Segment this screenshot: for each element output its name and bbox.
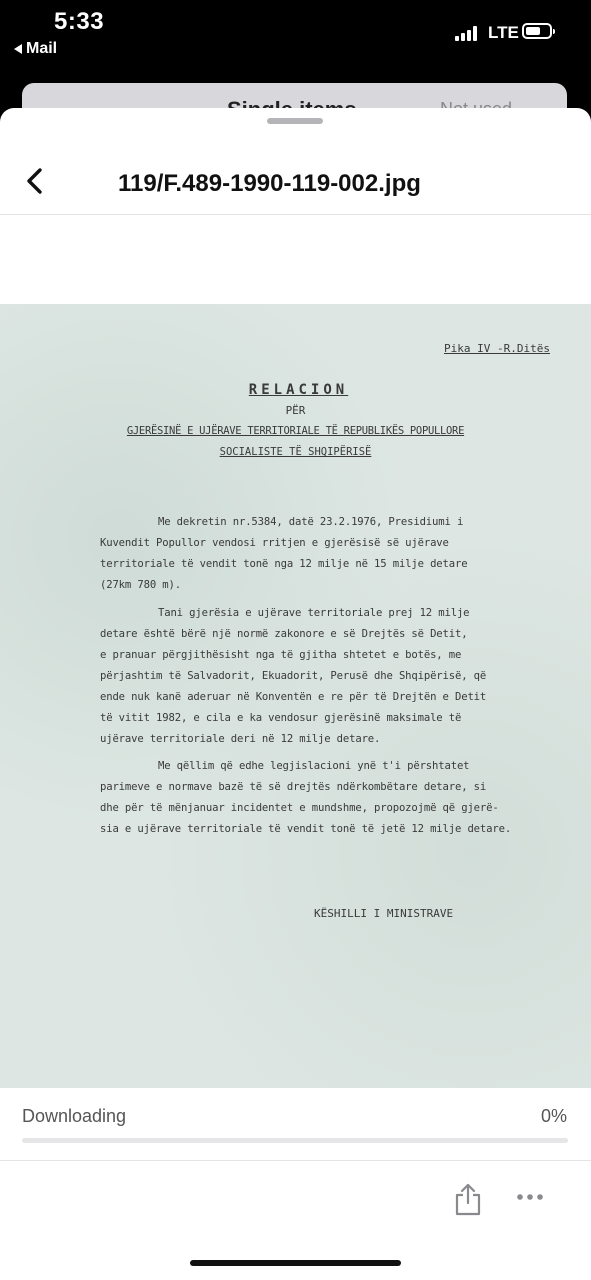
document-line: detare është bërë një normë zakonore e së Drejtës së Detit,	[100, 628, 468, 640]
document-line: ujërave territoriale deri në 12 milje detare.	[100, 733, 381, 745]
document-subtitle-line2: SOCIALISTE TË SHQIPËRISË	[219, 446, 372, 458]
preview-header	[0, 148, 591, 215]
share-button[interactable]	[454, 1182, 482, 1216]
more-icon	[515, 1190, 545, 1204]
file-title: 119/F.489-1990-119-002.jpg	[118, 170, 421, 197]
back-app-label: Mail	[26, 40, 58, 57]
document-line: ende nuk kanë aderuar në Konventën e re për të Drejtën e Detit	[100, 691, 487, 703]
network-type: LTE	[488, 23, 519, 42]
download-status	[0, 1088, 591, 1161]
document-line: parimeve e normave bazë të së drejtës ndërkombëtare detare, si	[100, 781, 487, 793]
document-line: e pranuar përgjithësisht nga të gjitha shtetet e botës, me	[100, 649, 462, 661]
document-title: RELACION	[248, 382, 349, 398]
document-line: sia e ujërave territoriale të vendit tonë të jetë 12 milje detare.	[100, 823, 512, 835]
download-percent: 0%	[540, 1106, 567, 1126]
document-line: Me qëllim që edhe legjislacioni ynë t'i përshtatet	[158, 760, 470, 772]
document-image	[0, 304, 591, 1088]
document-line: territoriale të vendit tonë nga 12 milje në 15 milje detare	[100, 558, 468, 570]
chevron-left-icon	[18, 164, 52, 198]
home-indicator[interactable]	[190, 1260, 401, 1266]
document-line: Kuvendit Popullor vendosi rritjen e gjerësisë së ujërave	[100, 537, 449, 549]
document-line: Me dekretin nr.5384, datë 23.2.1976, Presidiumi i	[158, 516, 464, 528]
document-line: (27km 780 m).	[100, 579, 181, 591]
document-reference: Pika IV -R.Ditës	[444, 342, 550, 355]
back-triangle-icon	[14, 44, 22, 54]
document-line: të vitit 1982, e cila e ka vendosur gjerësinë maksimale të	[100, 712, 462, 724]
document-subtitle-line1: GJERËSINË E UJËRAVE TERRITORIALE TË REPUBLIKËS POPULLORE	[126, 425, 465, 437]
preview-sheet	[0, 108, 591, 1280]
download-progress-bar	[22, 1138, 568, 1143]
document-line: përjashtim të Salvadorit, Ekuadorit, Perusë dhe Shqipërisë, që	[100, 670, 487, 682]
sheet-grabber-handle[interactable]	[267, 118, 323, 124]
signal-strength-icon	[455, 25, 481, 41]
document-title-per: PËR	[285, 404, 306, 417]
download-label: Downloading	[22, 1106, 127, 1126]
document-line: Tani gjerësia e ujërave territoriale prej 12 milje	[158, 607, 470, 619]
battery-icon	[522, 23, 552, 39]
document-line: dhe për të mënjanuar incidentet e mundshme, propozojmë që gjerë-	[100, 802, 499, 814]
share-icon	[454, 1182, 482, 1216]
document-signature: KËSHILLI I MINISTRAVE	[314, 907, 454, 920]
back-button[interactable]	[18, 164, 52, 198]
status-bar	[0, 0, 591, 80]
more-button[interactable]	[515, 1190, 545, 1204]
back-to-app-link[interactable]	[14, 40, 57, 58]
status-time: 5:33	[54, 8, 105, 35]
